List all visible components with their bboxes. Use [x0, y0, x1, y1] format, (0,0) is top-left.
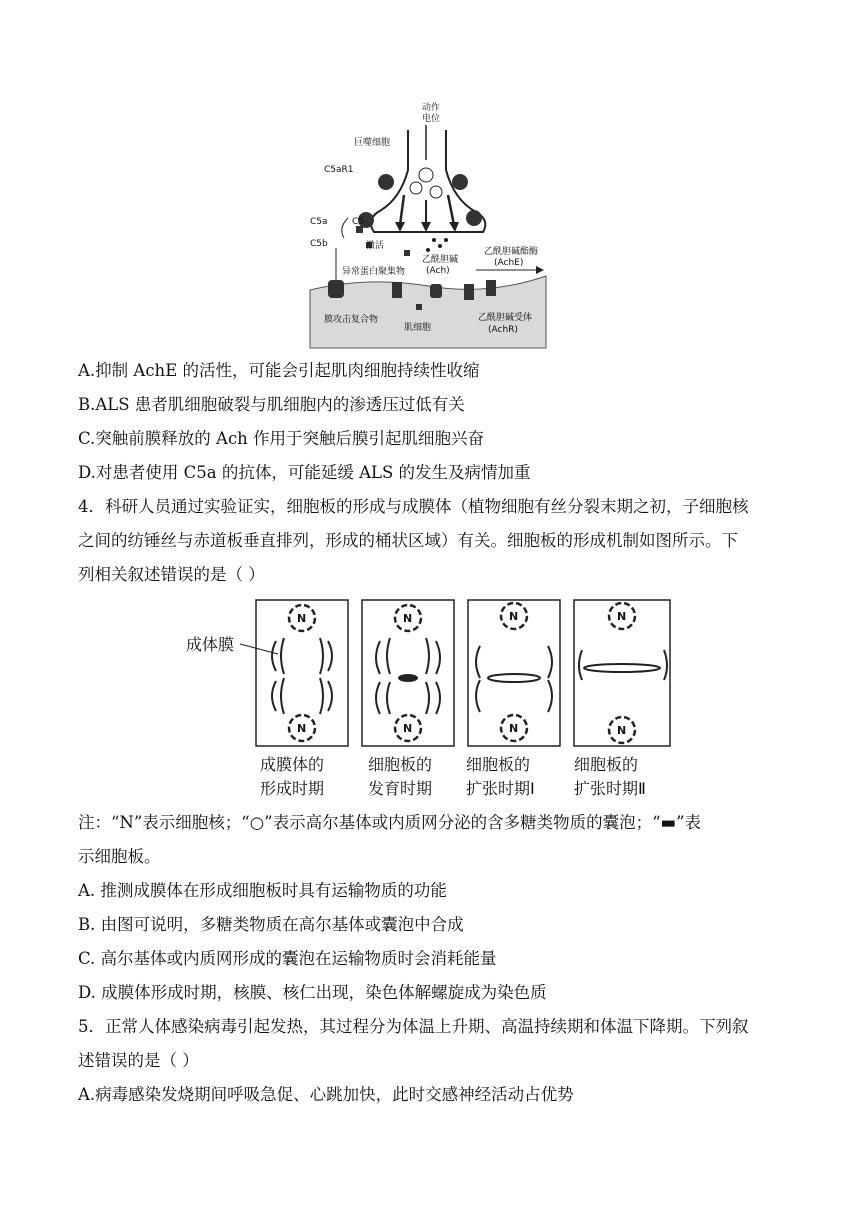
q5-stem-line-2: 述错误的是（ ）	[78, 1051, 199, 1070]
label-achr-2: (AchR)	[488, 325, 518, 335]
label-c5: C5	[352, 217, 365, 227]
label-c5a: C5a	[310, 217, 328, 227]
nucleus-label: N	[403, 722, 413, 735]
caption-4-line-1: 细胞板的	[574, 755, 639, 774]
caption-3-line-1: 细胞板的	[466, 755, 531, 774]
nucleus-label: N	[403, 612, 413, 625]
nucleus-label: N	[297, 722, 307, 735]
q4-note-line-1: 注：“N”表示细胞核；“○”表示高尔基体或内质网分泌的含多糖类物质的囊泡；“▬”表	[78, 813, 702, 832]
nucleus-label: N	[509, 722, 519, 735]
label-action-potential-2: 电位	[422, 114, 441, 124]
label-aggregate: 异常蛋白聚集物	[342, 267, 406, 277]
q3-option-b: B.ALS 患者肌细胞破裂与肌细胞内的渗透压过低有关	[78, 395, 465, 414]
q4-option-d: D. 成膜体形成时期，核膜、核仁出现，染色体解螺旋成为染色质	[78, 983, 547, 1002]
label-macrophage: 巨噬细胞	[354, 138, 391, 148]
q5-stem-line-1: 5．正常人体感染病毒引起发热，其过程分为体温上升期、高温持续期和体温下降期。下列叙	[78, 1017, 749, 1036]
q4-note-line-2: 示细胞板。	[78, 847, 161, 866]
nucleus-label: N	[617, 724, 627, 737]
label-ache-1: 乙酰胆碱酯酶	[484, 247, 539, 257]
caption-4-line-2: 扩张时期Ⅱ	[574, 779, 646, 798]
label-c5b: C5b	[310, 239, 328, 249]
label-action-potential-1: 动作	[422, 103, 441, 113]
label-muscle-cell: 肌细胞	[404, 323, 432, 333]
q5-option-a: A.病毒感染发烧期间呼吸急促、心跳加快，此时交感神经活动占优势	[78, 1085, 574, 1104]
label-activate: 激活	[366, 241, 385, 251]
label-mac: 膜攻击复合物	[324, 315, 379, 325]
q4-option-b: B. 由图可说明，多糖类物质在高尔基体或囊泡中合成	[78, 915, 464, 934]
q3-option-c: C.突触前膜释放的 Ach 作用于突触后膜引起肌细胞兴奋	[78, 429, 485, 448]
q4-stem-line-3: 列相关叙述错误的是（ ）	[78, 565, 265, 584]
label-ach-1: 乙酰胆碱	[422, 255, 459, 265]
q4-option-a: A. 推测成膜体在形成细胞板时具有运输物质的功能	[78, 881, 447, 900]
q3-option-a: A.抑制 AchE 的活性，可能会引起肌肉细胞持续性收缩	[78, 361, 480, 380]
caption-2-line-1: 细胞板的	[368, 755, 433, 774]
label-phragmoplast: 成体膜	[186, 635, 235, 654]
label-c5ar1: C5aR1	[324, 165, 354, 175]
caption-3-line-2: 扩张时期Ⅰ	[466, 779, 535, 798]
caption-2-line-2: 发育时期	[368, 779, 433, 798]
caption-1-line-2: 形成时期	[260, 779, 325, 798]
label-ach-2: (Ach)	[426, 266, 450, 276]
q4-stem-line-1: 4．科研人员通过实验证实，细胞板的形成与成膜体（植物细胞有丝分裂末期之初，子细胞核	[78, 497, 749, 516]
cell-plate-figure	[180, 596, 680, 800]
nucleus-label: N	[509, 610, 519, 623]
label-ache-2: (AchE)	[494, 258, 524, 268]
q3-option-d: D.对患者使用 C5a 的抗体，可能延缓 ALS 的发生及病情加重	[78, 463, 531, 482]
synapse-complement-figure	[308, 100, 548, 350]
label-achr-1: 乙酰胆碱受体	[478, 313, 533, 323]
q4-option-c: C. 高尔基体或内质网形成的囊泡在运输物质时会消耗能量	[78, 949, 497, 968]
caption-1-line-1: 成膜体的	[260, 755, 325, 774]
nucleus-label: N	[617, 610, 627, 623]
nucleus-label: N	[297, 612, 307, 625]
q4-stem-line-2: 之间的纺锤丝与赤道板垂直排列，形成的桶状区域）有关。细胞板的形成机制如图所示。下	[78, 531, 738, 550]
